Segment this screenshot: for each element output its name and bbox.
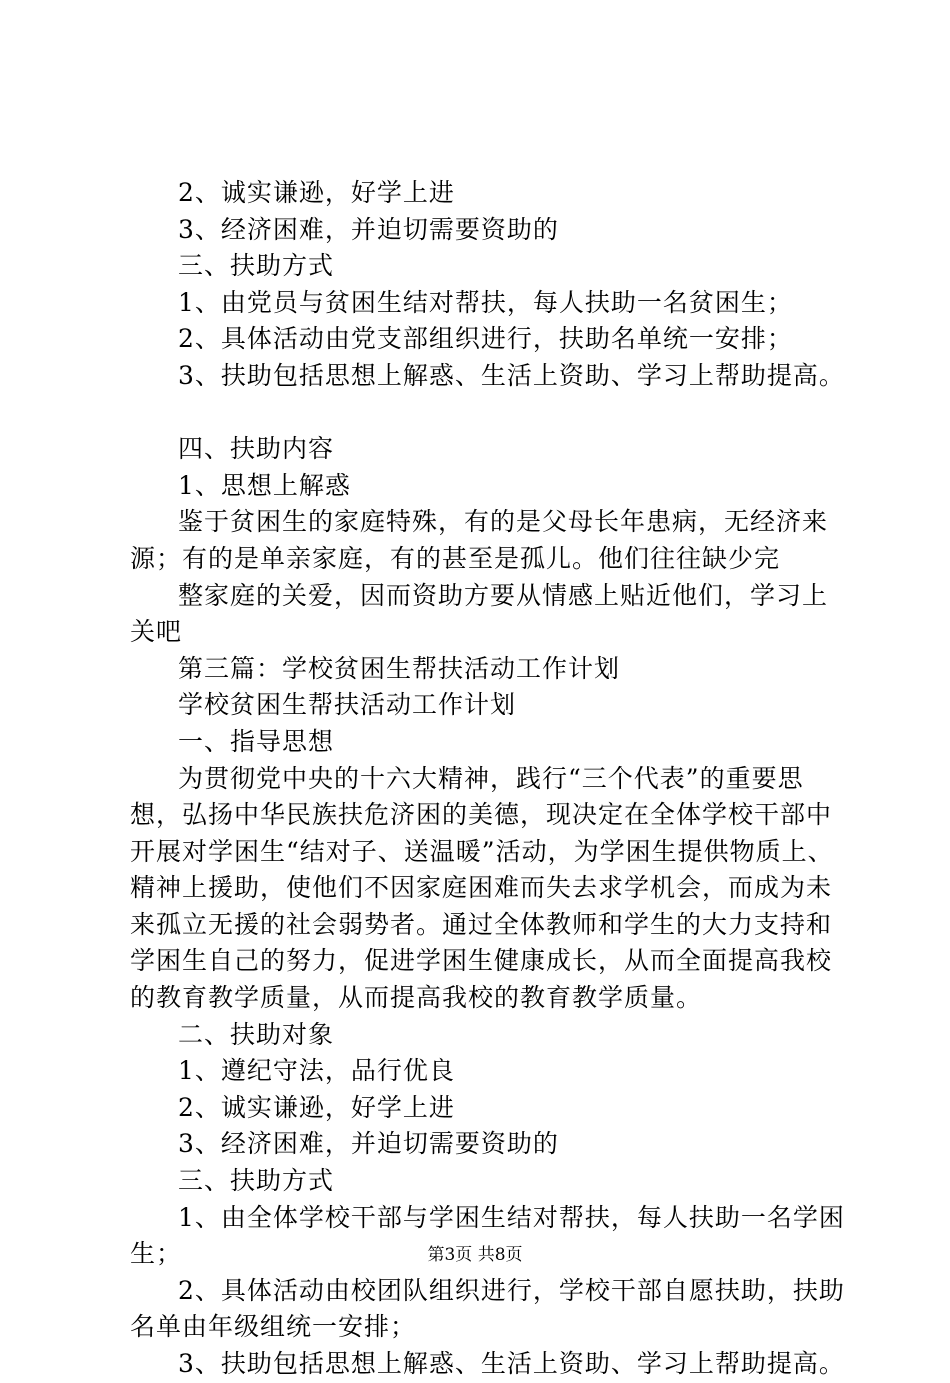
text-line: 2、诚实谦逊，好学上进	[178, 1092, 455, 1122]
text-line: 1、遵纪守法，品行优良	[178, 1056, 455, 1086]
paragraph-line: 的教育教学质量，从而提高我校的教育教学质量。	[130, 983, 703, 1013]
paragraph-line: 开展对学困生“结对子、送温暖”活动，为学困生提供物质上、	[130, 836, 834, 866]
paragraph-line: 为贯彻党中央的十六大精神，践行“三个代表”的重要思	[178, 763, 804, 793]
text-line: 3、扶助包括思想上解惑、生活上资助、学习上帮助提高。	[178, 360, 845, 390]
paragraph-line: 生；	[130, 1239, 183, 1269]
text-line: 2、具体活动由党支部组织进行，扶助名单统一安排；	[178, 324, 793, 354]
paragraph-line: 关吧	[130, 617, 183, 647]
document-body	[130, 175, 845, 1383]
section-heading: 一、指导思想	[178, 726, 335, 756]
blank-line	[130, 395, 830, 432]
paragraph-line: 来孤立无援的社会弱势者。通过全体教师和学生的大力支持和	[130, 909, 833, 939]
page-number-footer: 第3页 共8页	[427, 1245, 523, 1265]
paragraph-line: 鉴于贫困生的家庭特殊，有的是父母长年患病，无经济来	[178, 507, 829, 537]
text-line: 3、经济困难，并迫切需要资助的	[178, 214, 559, 244]
paragraph-line: 3、扶助包括思想上解惑、生活上资助、学习上帮助提高。	[178, 1349, 845, 1378]
text-line: 3、经济困难，并迫切需要资助的	[178, 1129, 559, 1159]
section-heading: 二、扶助对象	[178, 1019, 335, 1049]
text-line: 1、思想上解惑	[178, 470, 351, 500]
paragraph-line: 名单由年级组统一安排；	[130, 1312, 417, 1342]
document-title: 学校贫困生帮扶活动工作计划	[178, 690, 517, 720]
section-heading: 三、扶助方式	[178, 251, 335, 281]
paragraph-line: 1、由全体学校干部与学困生结对帮扶，每人扶助一名学困	[178, 1202, 845, 1232]
paragraph-line: 学困生自己的努力，促进学困生健康成长，从而全面提高我校	[130, 946, 833, 976]
section-heading: 四、扶助内容	[178, 434, 335, 464]
chapter-heading: 第三篇：学校贫困生帮扶活动工作计划	[178, 653, 621, 683]
text-line: 2、诚实谦逊，好学上进	[178, 178, 455, 207]
text-line: 1、由党员与贫困生结对帮扶，每人扶助一名贫困生；	[178, 287, 793, 317]
section-heading: 三、扶助方式	[178, 1166, 335, 1196]
paragraph-line: 想，弘扬中华民族扶危济困的美德，现决定在全体学校干部中	[130, 800, 833, 830]
paragraph-line: 源；有的是单亲家庭，有的甚至是孤儿。他们往往缺少完	[130, 543, 781, 573]
paragraph-line: 整家庭的关爱，因而资助方要从情感上贴近他们，学习上	[178, 580, 829, 610]
paragraph-line: 2、具体活动由校团队组织进行，学校干部自愿扶助，扶助	[178, 1275, 845, 1305]
paragraph-line: 精神上援助，使他们不因家庭困难而失去求学机会，而成为未	[130, 873, 833, 903]
